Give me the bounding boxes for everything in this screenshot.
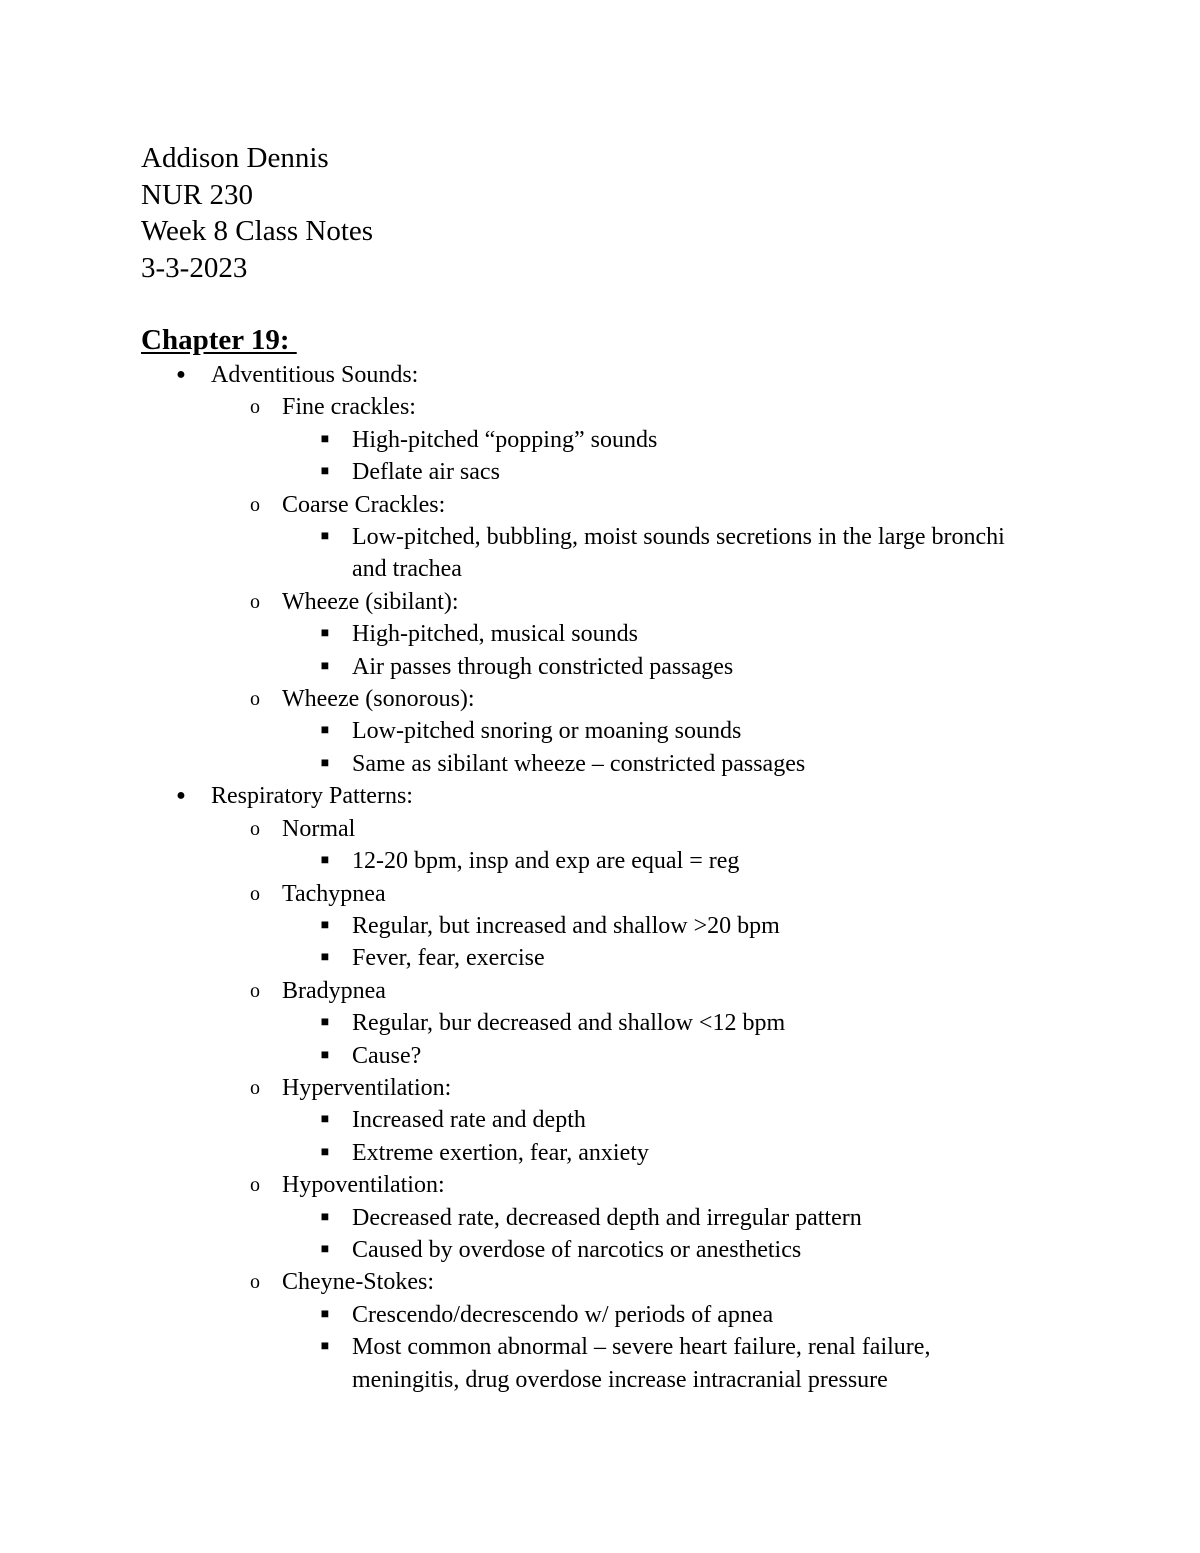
subsection-label: Coarse Crackles: [282, 491, 446, 518]
detail-item [0, 1202, 1200, 1234]
square-bullet-icon: ■ [320, 1144, 330, 1160]
detail-item [0, 1234, 1200, 1266]
hollow-circle-bullet-icon: o [250, 396, 260, 419]
detail-item [0, 748, 1200, 780]
subsection-item [0, 586, 1200, 618]
square-bullet-icon: ■ [320, 658, 330, 674]
subsection-item [0, 683, 1200, 715]
square-bullet-icon: ■ [320, 1339, 330, 1355]
hollow-circle-bullet-icon: o [250, 882, 260, 905]
detail-item [0, 1137, 1200, 1169]
subsection-label: Wheeze (sonorous): [282, 686, 475, 713]
subsection-item [0, 1072, 1200, 1104]
detail-text: Regular, but increased and shallow >20 bpm [352, 912, 780, 939]
subsection-item [0, 1169, 1200, 1201]
hollow-circle-bullet-icon: o [250, 493, 260, 516]
detail-item [0, 521, 1200, 586]
hollow-circle-bullet-icon: o [250, 1174, 260, 1197]
detail-item [0, 1040, 1200, 1072]
round-bullet-icon: ● [176, 366, 186, 383]
hollow-circle-bullet-icon: o [250, 817, 260, 840]
detail-text: Caused by overdose of narcotics or anesthetics [352, 1236, 802, 1263]
subsection-item [0, 489, 1200, 521]
detail-text: Crescendo/decrescendo w/ periods of apnea [352, 1301, 774, 1328]
hollow-circle-bullet-icon: o [250, 590, 260, 613]
subsection-label: Tachypnea [282, 880, 386, 907]
detail-item [0, 651, 1200, 683]
hollow-circle-bullet-icon: o [250, 979, 260, 1002]
section-item [0, 359, 1200, 391]
detail-item [0, 845, 1200, 877]
square-bullet-icon: ■ [320, 1306, 330, 1322]
square-bullet-icon: ■ [320, 464, 330, 480]
author-name: Addison Dennis [141, 142, 329, 174]
subsection-label: Hypoventilation: [282, 1172, 445, 1199]
section-label: Adventitious Sounds: [211, 362, 419, 388]
detail-text: Deflate air sacs [352, 459, 500, 486]
square-bullet-icon: ■ [320, 853, 330, 869]
subsection-label: Cheyne-Stokes: [282, 1269, 434, 1296]
detail-text: Cause? [352, 1042, 422, 1069]
detail-text: Air passes through constricted passages [352, 653, 734, 680]
subsection-item [0, 391, 1200, 423]
detail-item [0, 618, 1200, 650]
detail-text: Low-pitched snoring or moaning sounds [352, 718, 742, 745]
square-bullet-icon: ■ [320, 755, 330, 771]
course-code: NUR 230 [141, 178, 253, 211]
hollow-circle-bullet-icon: o [250, 688, 260, 711]
square-bullet-icon: ■ [320, 723, 330, 739]
square-bullet-icon: ■ [320, 950, 330, 966]
detail-item [0, 715, 1200, 747]
square-bullet-icon: ■ [320, 917, 330, 933]
notes-outline [0, 359, 1200, 1396]
subsection-label: Bradypnea [282, 977, 386, 1004]
chapter-heading: Chapter 19: [141, 324, 297, 356]
square-bullet-icon: ■ [320, 529, 330, 545]
square-bullet-icon: ■ [320, 1047, 330, 1063]
detail-text: 12-20 bpm, insp and exp are equal = reg [352, 848, 740, 875]
notes-title: Week 8 Class Notes [141, 215, 374, 247]
subsection-label: Normal [282, 815, 356, 842]
detail-item [0, 1331, 1200, 1396]
detail-text: Fever, fear, exercise [352, 945, 545, 972]
detail-text: Low-pitched, bubbling, moist sounds secretions in the large bronchi and trachea [352, 524, 1005, 583]
hollow-circle-bullet-icon: o [250, 1271, 260, 1294]
subsection-label: Hyperventilation: [282, 1074, 452, 1101]
subsection-item [0, 975, 1200, 1007]
detail-text: Extreme exertion, fear, anxiety [352, 1139, 649, 1166]
detail-text: Increased rate and depth [352, 1107, 586, 1134]
subsection-item [0, 878, 1200, 910]
hollow-circle-bullet-icon: o [250, 1076, 260, 1099]
detail-item [0, 424, 1200, 456]
detail-text: High-pitched, musical sounds [352, 621, 638, 648]
square-bullet-icon: ■ [320, 1241, 330, 1257]
detail-item [0, 910, 1200, 942]
notes-date: 3-3-2023 [141, 251, 248, 284]
square-bullet-icon: ■ [320, 431, 330, 447]
subsection-label: Fine crackles: [282, 394, 416, 421]
detail-text: High-pitched “popping” sounds [352, 426, 658, 453]
square-bullet-icon: ■ [320, 1015, 330, 1031]
detail-item [0, 1007, 1200, 1039]
detail-item [0, 456, 1200, 488]
subsection-item [0, 813, 1200, 845]
document-header [141, 140, 373, 286]
subsection-label: Wheeze (sibilant): [282, 588, 459, 615]
subsection-item [0, 1266, 1200, 1298]
section-item [0, 780, 1200, 812]
square-bullet-icon: ■ [320, 1209, 330, 1225]
square-bullet-icon: ■ [320, 626, 330, 642]
detail-text: Same as sibilant wheeze – constricted passages [352, 750, 806, 777]
detail-item [0, 1299, 1200, 1331]
square-bullet-icon: ■ [320, 1112, 330, 1128]
detail-item [0, 942, 1200, 974]
detail-item [0, 1104, 1200, 1136]
detail-text: Decreased rate, decreased depth and irregular pattern [352, 1204, 862, 1231]
detail-text: Regular, bur decreased and shallow <12 bpm [352, 1010, 786, 1037]
detail-text: Most common abnormal – severe heart failure, renal failure, meningitis, drug overdose increase intracranial pressure [352, 1334, 931, 1393]
section-label: Respiratory Patterns: [211, 783, 413, 810]
round-bullet-icon: ● [176, 787, 186, 805]
